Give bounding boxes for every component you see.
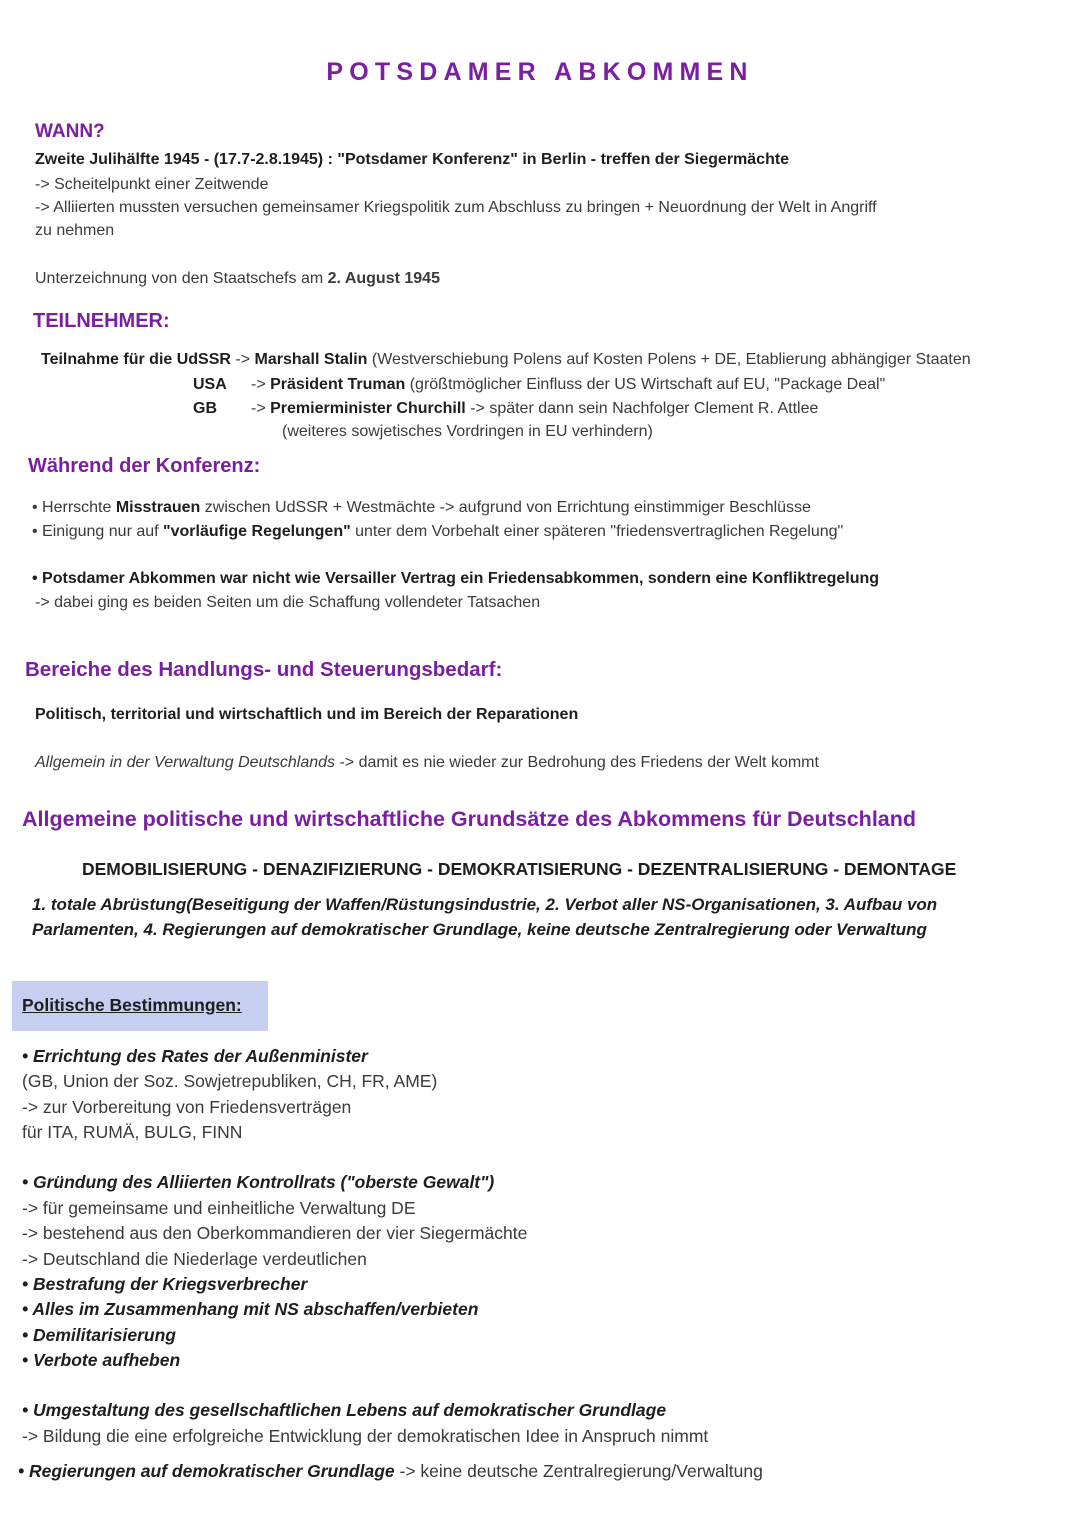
rat-purpose: -> zur Vorbereitung von Friedensverträgen bbox=[22, 1097, 352, 1117]
teilnehmer-row-gb bbox=[251, 399, 818, 419]
emphasis: "vorläufige Regelungen" bbox=[163, 523, 351, 540]
emphasis: Misstrauen bbox=[115, 499, 201, 516]
grundsaetze-d-line: DEMOBILISIERUNG - DENAZIFIZIERUNG - DEMOKRATISIERUNG - DEZENTRALISIERUNG - DEMONTAGE bbox=[82, 859, 957, 879]
politische-bestimmungen-label: Politische Bestimmungen: bbox=[12, 981, 268, 1031]
participant-name: Premierminister Churchill bbox=[270, 400, 466, 417]
text: -> keine deutsche Zentralregierung/Verwaltung bbox=[394, 1461, 763, 1481]
bullet-ns-verbieten: • Alles im Zusammenhang mit NS abschaffen/verbieten bbox=[22, 1299, 479, 1319]
text: -> damit es nie wieder zur Bedrohung des Friedens der Welt kommt bbox=[335, 754, 819, 771]
rat-countries: für ITA, RUMÄ, BULG, FINN bbox=[22, 1122, 243, 1142]
arrow: -> bbox=[251, 400, 266, 417]
emphasis: • Regierungen auf demokratischer Grundlage bbox=[18, 1461, 395, 1481]
participant-note: (Westverschiebung Polens auf Kosten Polens + DE, Etablierung abhängiger Staaten bbox=[367, 351, 971, 368]
signing-date: 2. August 1945 bbox=[327, 270, 440, 287]
kontrollrat-line-3: -> Deutschland die Niederlage verdeutlichen bbox=[22, 1249, 367, 1269]
konferenz-bullet-1 bbox=[32, 498, 811, 518]
bullet-kriegsverbrecher: • Bestrafung der Kriegsverbrecher bbox=[22, 1274, 308, 1294]
wann-line-2: -> Scheitelpunkt einer Zeitwende bbox=[35, 176, 269, 193]
umgestaltung-line: -> Bildung die eine erfolgreiche Entwicklung der demokratischen Idee in Anspruch nimmt bbox=[22, 1426, 709, 1446]
wann-signing bbox=[35, 269, 440, 289]
wann-line-3: -> Alliierten mussten versuchen gemeinsamer Kriegspolitik zum Abschluss zu bringen + Neuordnung der Welt in Angriff bbox=[35, 199, 877, 216]
teilnehmer-row-udssr bbox=[41, 350, 971, 370]
text: zwischen UdSSR + Westmächte -> aufgrund von Errichtung einstimmiger Beschlüsse bbox=[200, 499, 811, 516]
teilnehmer-label-gb: GB bbox=[193, 400, 217, 417]
konferenz-line-4: -> dabei ging es beiden Seiten um die Schaffung vollendeter Tatsachen bbox=[35, 594, 541, 611]
konferenz-bullet-3: • Potsdamer Abkommen war nicht wie Versailler Vertrag ein Friedensabkommen, sondern eine Konfliktregelung bbox=[32, 570, 880, 587]
teilnehmer-note: (weiteres sowjetisches Vordringen in EU verhindern) bbox=[282, 423, 653, 440]
kontrollrat-line-2: -> bestehend aus den Oberkommandieren der vier Siegermächte bbox=[22, 1223, 528, 1243]
participant-note: (größtmöglicher Einfluss der US Wirtschaft auf EU, "Package Deal" bbox=[405, 376, 886, 393]
italic-text: Allgemein in der Verwaltung Deutschlands bbox=[35, 754, 336, 771]
teilnehmer-label-usa: USA bbox=[193, 376, 227, 393]
participant-note: -> später dann sein Nachfolger Clement R. Attlee bbox=[465, 400, 819, 417]
wann-line-4: zu nehmen bbox=[35, 222, 115, 239]
bereiche-line-1: Politisch, territorial und wirtschaftlich und im Bereich der Reparationen bbox=[35, 706, 579, 723]
grundsaetze-heading: Allgemeine politische und wirtschaftliche Grundsätze des Abkommens für Deutschland bbox=[22, 807, 917, 831]
konferenz-bullet-2 bbox=[32, 522, 843, 542]
umgestaltung-heading: • Umgestaltung des gesellschaftlichen Lebens auf demokratischer Grundlage bbox=[22, 1400, 667, 1420]
rat-members: (GB, Union der Soz. Sowjetrepubliken, CH, FR, AME) bbox=[22, 1071, 438, 1091]
arrow: -> bbox=[251, 376, 266, 393]
row-label: Teilnahme für die UdSSR bbox=[41, 351, 231, 368]
wann-line-1: Zweite Julihälfte 1945 - (17.7-2.8.1945) : "Potsdamer Konferenz" in Berlin - treffen der Siegermächte bbox=[35, 151, 790, 168]
bullet-demilitarisierung: • Demilitarisierung bbox=[22, 1325, 176, 1345]
bereiche-heading: Bereiche des Handlungs- und Steuerungsbedarf: bbox=[25, 658, 503, 681]
participant-name: Präsident Truman bbox=[270, 376, 406, 393]
text: • Herrschte bbox=[32, 499, 116, 516]
participant-name: Marshall Stalin bbox=[254, 351, 368, 368]
teilnehmer-heading: TEILNEHMER: bbox=[33, 310, 170, 332]
teilnehmer-row-usa bbox=[251, 375, 885, 395]
kontrollrat-heading: • Gründung des Alliierten Kontrollrats ("oberste Gewalt") bbox=[22, 1172, 495, 1192]
grundsaetze-line-2: Parlamenten, 4. Regierungen auf demokratischer Grundlage, keine deutsche Zentralregierung oder Verwaltung bbox=[32, 920, 927, 939]
konferenz-heading: Während der Konferenz: bbox=[28, 455, 261, 477]
text: • Einigung nur auf bbox=[32, 523, 164, 540]
kontrollrat-line-1: -> für gemeinsame und einheitliche Verwaltung DE bbox=[22, 1198, 416, 1218]
bullet-verbote: • Verbote aufheben bbox=[22, 1350, 181, 1370]
regierungen-line bbox=[18, 1460, 763, 1482]
page-title: POTSDAMER ABKOMMEN bbox=[326, 58, 754, 86]
text: unter dem Vorbehalt einer späteren "friedensvertraglichen Regelung" bbox=[350, 523, 844, 540]
signing-text: Unterzeichnung von den Staatschefs am bbox=[35, 270, 328, 287]
wann-heading: WANN? bbox=[35, 121, 105, 142]
arrow: -> bbox=[235, 351, 251, 368]
bereiche-line-2 bbox=[35, 753, 819, 773]
grundsaetze-line-1: 1. totale Abrüstung(Beseitigung der Waffen/Rüstungsindustrie, 2. Verbot aller NS-Organisationen, 3. Aufbau von bbox=[32, 895, 938, 914]
rat-heading: • Errichtung des Rates der Außenminister bbox=[22, 1046, 368, 1066]
